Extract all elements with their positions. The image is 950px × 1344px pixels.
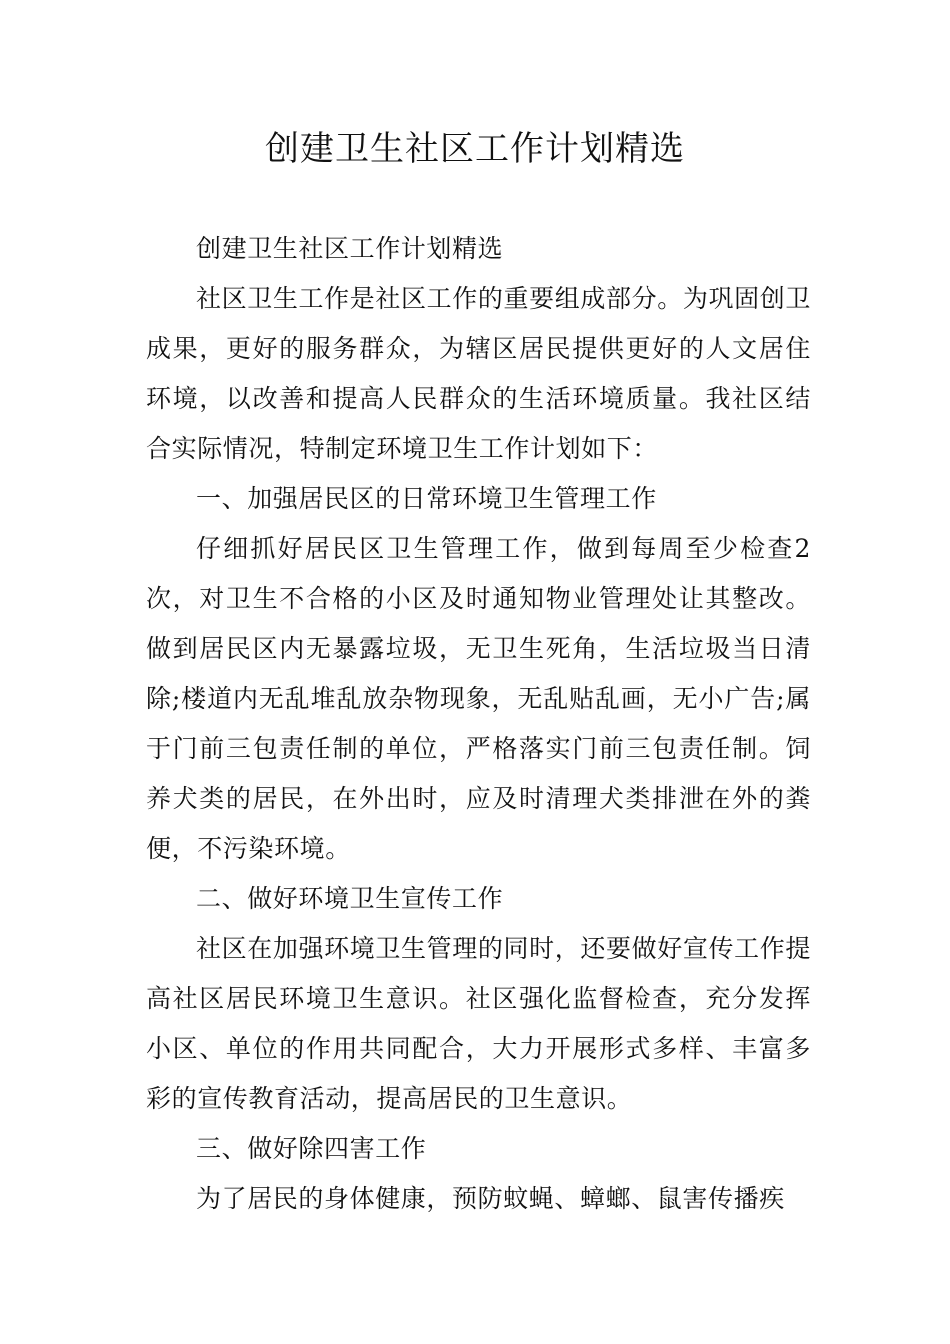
document-body <box>146 224 811 1224</box>
section-heading-1: 一、加强居民区的日常环境卫生管理工作 <box>196 484 657 513</box>
section-2-paragraph: 社区在加强环境卫生管理的同时，还要做好宣传工作提高社区居民环境卫生意识。社区强化监督检查，充分发挥小区、单位的作用共同配合，大力开展形式多样、丰富多彩的宣传教育活动，提高居民的卫生意识。 <box>146 934 811 1113</box>
intro-paragraph: 社区卫生工作是社区工作的重要组成部分。为巩固创卫成果，更好的服务群众，为辖区居民提供更好的人文居住环境，以改善和提高人民群众的生活环境质量。我社区结合实际情况，特制定环境卫生工作计划如下： <box>146 284 811 463</box>
subtitle-paragraph: 创建卫生社区工作计划精选 <box>196 234 504 263</box>
section-heading-3: 三、做好除四害工作 <box>196 1134 427 1163</box>
section-1-paragraph: 仔细抓好居民区卫生管理工作，做到每周至少检查2次，对卫生不合格的小区及时通知物业管理处让其整改。做到居民区内无暴露垃圾，无卫生死角，生活垃圾当日清除;楼道内无乱堆乱放杂物现象，无乱贴乱画，无小广告;属于门前三包责任制的单位，严格落实门前三包责任制。饲养犬类的居民，在外出时，应及时清理犬类排泄在外的粪便，不污染环境。 <box>146 534 811 863</box>
document-title: 创建卫生社区工作计划精选 <box>265 129 685 169</box>
section-3-paragraph: 为了居民的身体健康，预防蚊蝇、蟑螂、鼠害传播疾 <box>196 1184 785 1213</box>
section-heading-2: 二、做好环境卫生宣传工作 <box>196 884 504 913</box>
